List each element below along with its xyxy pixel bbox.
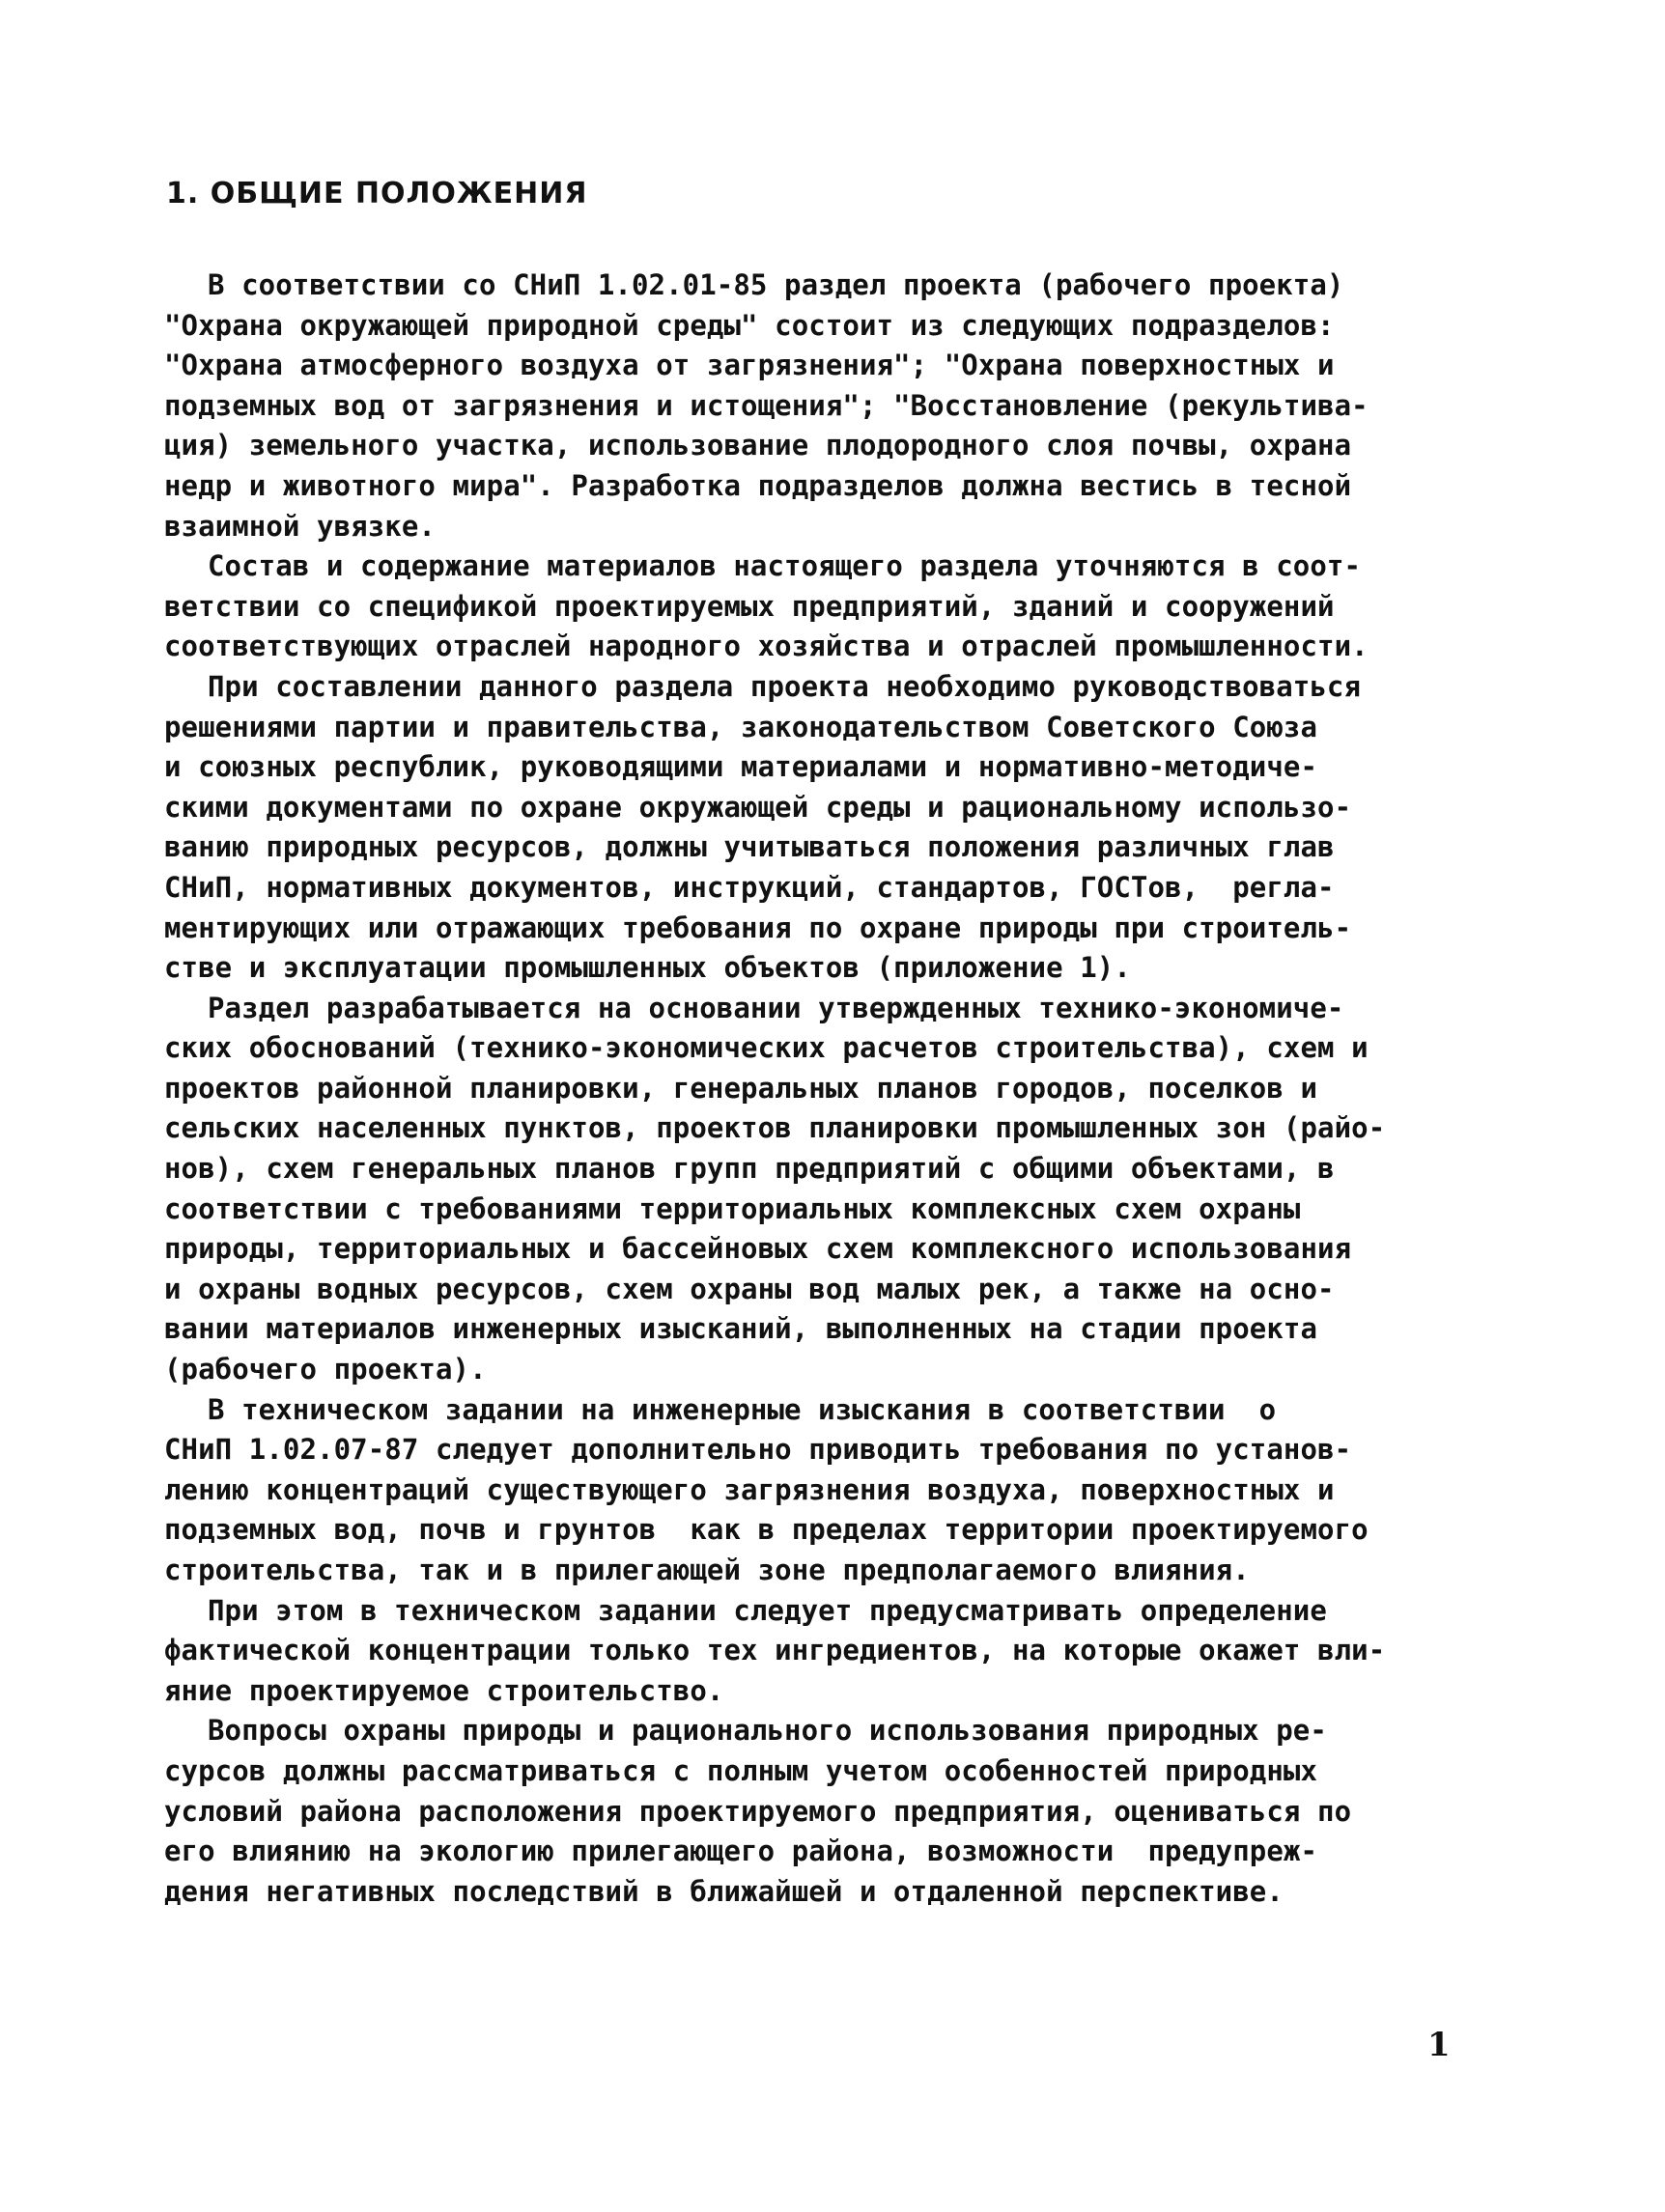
text-line: (рабочего проекта). <box>164 1353 487 1386</box>
text-line: подземных вод, почв и грунтов как в пределах территории проектируемого <box>164 1513 1369 1547</box>
text-line: В соответствии со СНиП 1.02.01-85 раздел проекта (рабочего проекта) <box>208 268 1344 301</box>
text-line: соответствующих отраслей народного хозяйства и отраслей промышленности. <box>164 630 1369 663</box>
text-line: В техническом задании на инженерные изыскания в соответствии о <box>208 1392 1277 1426</box>
text-line: Раздел разрабатывается на основании утвержденных технико-экономиче- <box>208 991 1344 1024</box>
page-number: 1 <box>1427 2026 1451 2064</box>
text-line: ция) земельного участка, использование плодородного слоя почвы, охрана <box>164 429 1352 462</box>
text-line: яние проектируемое строительство. <box>164 1673 724 1707</box>
text-line: фактической концентрации только тех ингредиентов, на которые окажет вли- <box>164 1634 1386 1667</box>
text-line: СНиП, нормативных документов, инструкций, стандартов, ГОСТов, регла- <box>164 870 1335 904</box>
text-line: Вопросы охраны природы и рационального использования природных ре- <box>208 1714 1327 1748</box>
text-line: ванию природных ресурсов, должны учитываться положения различных глав <box>164 830 1335 864</box>
text-line: ментирующих или отражающих требования по охране природы при строитель- <box>164 910 1352 944</box>
text-line: соответствии с требованиями территориальных комплексных схем охраны <box>164 1191 1301 1225</box>
text-line: "Охрана атмосферного воздуха от загрязнения"; "Охрана поверхностных и <box>164 349 1335 382</box>
text-line: решениями партии и правительства, законодательством Советского Союза <box>164 710 1318 743</box>
text-line: СНиП 1.02.07-87 следует дополнительно приводить требования по установ- <box>164 1433 1352 1467</box>
section-heading: 1. ОБЩИЕ ПОЛОЖЕНИЯ <box>166 177 588 210</box>
text-line: нов), схем генеральных планов групп предприятий с общими объектами, в <box>164 1152 1335 1186</box>
body-text <box>164 266 1502 1912</box>
text-line: сурсов должны рассматриваться с полным учетом особенностей природных <box>164 1753 1318 1787</box>
text-line: и охраны водных ресурсов, схем охраны вод малых рек, а также на осно- <box>164 1272 1335 1305</box>
text-line: ских обоснований (технико-экономических расчетов строительства), схем и <box>164 1031 1369 1065</box>
text-line: природы, территориальных и бассейновых схем комплексного использования <box>164 1232 1352 1266</box>
text-line: условий района расположения проектируемого предприятия, оцениваться по <box>164 1794 1352 1828</box>
text-line: ветствии со спецификой проектируемых предприятий, зданий и сооружений <box>164 589 1335 623</box>
text-line: сельских населенных пунктов, проектов планировки промышленных зон (райо- <box>164 1111 1386 1145</box>
text-line: его влиянию на экологию прилегающего района, возможности предупреж- <box>164 1834 1318 1868</box>
text-line: проектов районной планировки, генеральных планов городов, поселков и <box>164 1071 1318 1105</box>
text-line: дения негативных последствий в ближайшей и отдаленной перспективе. <box>164 1874 1284 1908</box>
text-line: и союзных республик, руководящими материалами и нормативно-методиче- <box>164 750 1318 784</box>
text-line: строительства, так и в прилегающей зоне предполагаемого влияния. <box>164 1554 1250 1586</box>
text-line: подземных вод от загрязнения и истощения"; "Восстановление (рекультива- <box>164 388 1369 422</box>
text-line: вании материалов инженерных изысканий, выполненных на стадии проекта <box>164 1312 1318 1346</box>
text-line: Состав и содержание материалов настоящего раздела уточняются в соот- <box>208 549 1362 583</box>
text-line: недр и животного мира". Разработка подразделов должна вестись в тесной <box>164 468 1352 502</box>
text-line: лению концентраций существующего загрязнения воздуха, поверхностных и <box>164 1472 1335 1506</box>
text-line: При составлении данного раздела проекта необходимо руководствоваться <box>208 669 1362 703</box>
text-line: взаимной увязке. <box>164 509 436 543</box>
text-line: стве и эксплуатации промышленных объектов (приложение 1). <box>164 951 1131 985</box>
text-line: скими документами по охране окружающей среды и рациональному использо- <box>164 790 1352 824</box>
text-line: "Охрана окружающей природной среды" состоит из следующих подразделов: <box>164 308 1335 342</box>
text-line: При этом в техническом задании следует предусматривать определение <box>208 1593 1327 1627</box>
